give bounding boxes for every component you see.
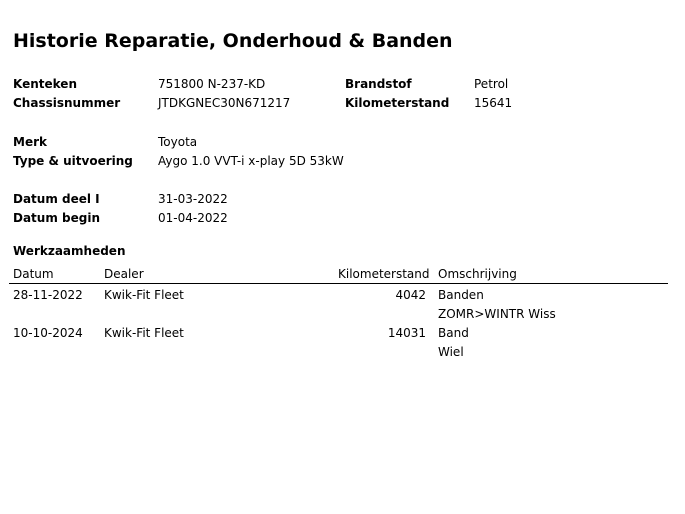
type-value: Aygo 1.0 VVT-i x-play 5D 53kW — [158, 154, 344, 168]
brandstof-label: Brandstof — [345, 77, 412, 91]
row-omschrijving-line-1: Banden — [438, 288, 484, 302]
row-kilometerstand: 14031 — [387, 326, 426, 340]
kilometerstand-value: 15641 — [474, 96, 513, 110]
row-kilometerstand: 4042 — [395, 288, 426, 302]
row-dealer: Kwik-Fit Fleet — [104, 288, 184, 302]
kilometerstand-label: Kilometerstand — [345, 96, 450, 110]
merk-label: Merk — [13, 135, 47, 149]
datum-deel-label: Datum deel I — [13, 192, 100, 206]
kenteken-value: 751800 N-237-KD — [158, 77, 266, 91]
kenteken-label: Kenteken — [13, 77, 77, 91]
brandstof-value: Petrol — [474, 77, 509, 91]
datum-begin-label: Datum begin — [13, 211, 100, 225]
type-label: Type & uitvoering — [13, 154, 133, 168]
table-header-divider — [9, 283, 668, 284]
page-title: Historie Reparatie, Onderhoud & Banden — [13, 30, 453, 52]
row-datum: 10-10-2024 — [13, 326, 83, 340]
section-title-werkzaamheden: Werkzaamheden — [13, 244, 126, 258]
chassis-label: Chassisnummer — [13, 96, 121, 110]
column-header-omschrijving: Omschrijving — [438, 267, 517, 281]
row-omschrijving-line-2: Wiel — [438, 345, 464, 359]
datum-deel-value: 31-03-2022 — [158, 192, 228, 206]
row-datum: 28-11-2022 — [13, 288, 83, 302]
merk-value: Toyota — [158, 135, 198, 149]
column-header-datum: Datum — [13, 267, 54, 281]
column-header-kilometerstand: Kilometerstand — [338, 267, 430, 281]
datum-begin-value: 01-04-2022 — [158, 211, 228, 225]
column-header-dealer: Dealer — [104, 267, 144, 281]
row-omschrijving-line-1: Band — [438, 326, 469, 340]
row-dealer: Kwik-Fit Fleet — [104, 326, 184, 340]
row-omschrijving-line-2: ZOMR>WINTR Wiss — [438, 307, 556, 321]
chassis-value: JTDKGNEC30N671217 — [158, 96, 291, 110]
